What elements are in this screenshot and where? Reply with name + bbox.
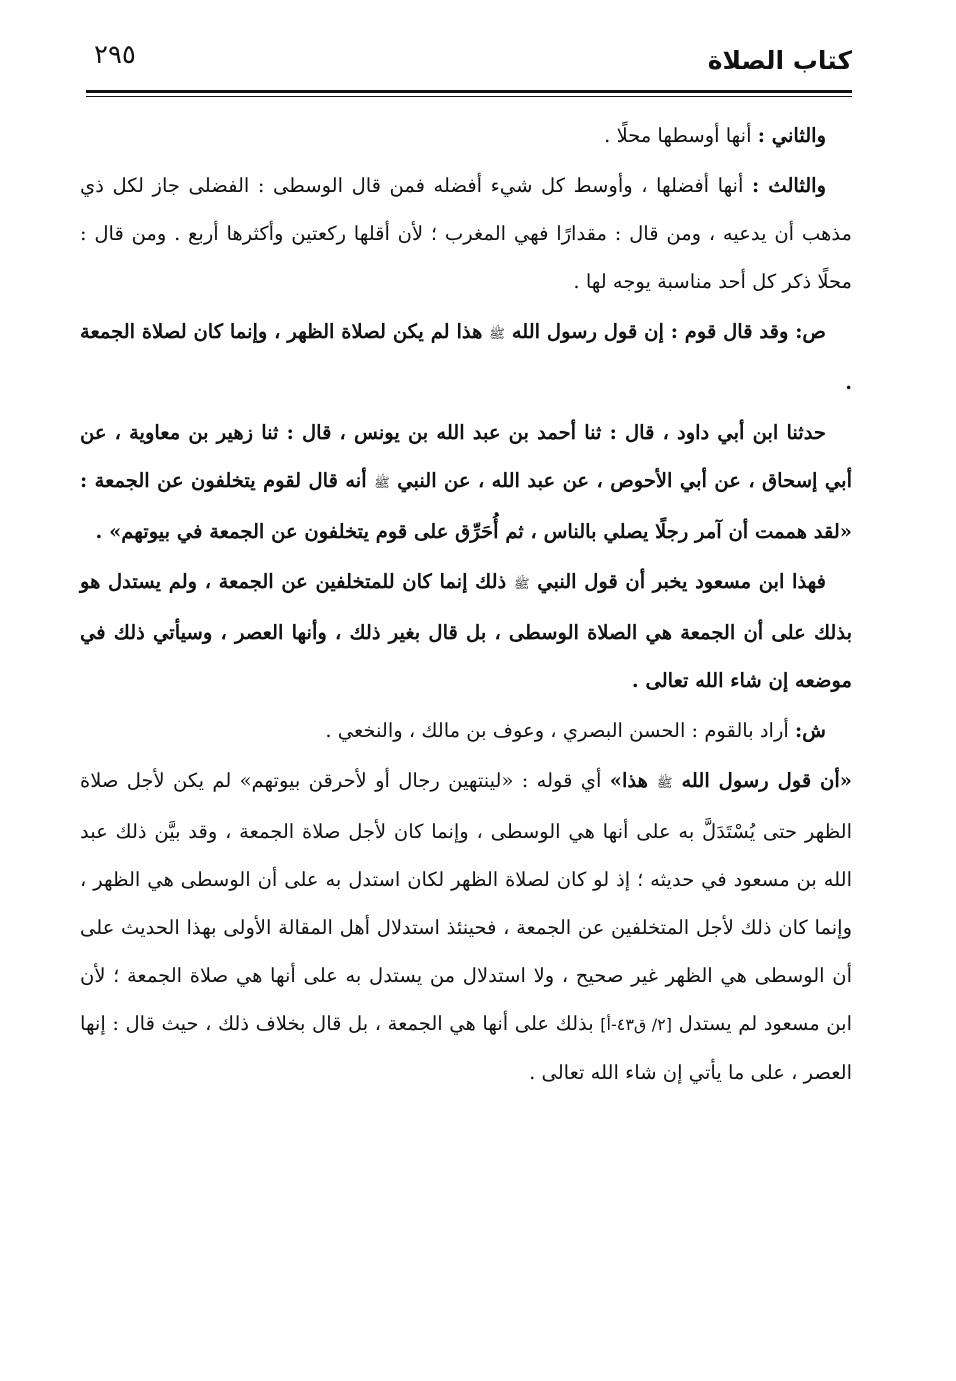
paragraph-text: هذا لم يكن لصلاة الظهر ، وإنما كان لصلاة الجمعة . [80, 320, 852, 394]
salutation-glyph: ﷺ [656, 776, 673, 791]
quoted-phrase: هذا» [609, 769, 657, 792]
paragraph-third-view [80, 162, 852, 306]
paragraph-label: والثاني : [757, 124, 826, 147]
paragraph-text: أي قوله : «لينتهين رجال أو لأحرقن بيوتهم» لم يكن لأجل صلاة الظهر حتى يُسْتَدَلَّ به على أنها هي الوسطى ، وإنما كان لأجل صلاة الجمعة ، وقد بيَّن ذلك عبد الله بن مسعود في حديثه ؛ إذ لو كان لصلاة الظهر لكان استدل به على أن الوسطى هي الظهر ، وإنما كان ذلك لأجل المتخلفين عن الجمعة ، فحينئذ استدلال أهل المقالة الأولى بهذا الحديث على أن الوسطى هي الظهر غير صحيح ، ولا استدلال من يستدل به على أنها هي صلاة الجمعة ؛ لأن ابن مسعود لم يستدل [80, 769, 852, 1035]
paragraph-label: والثالث : [751, 174, 826, 197]
paragraph-sad-text [80, 308, 852, 407]
paragraph-text: أنه قال لقوم يتخلفون عن الجمعة : «لقد هممت أن آمر رجلًا يصلي بالناس ، ثم أُحَرِّق على قوم يتخلفون عن الجمعة في بيوتهم» . [80, 469, 852, 543]
paragraph-commentary [80, 757, 852, 1097]
salutation-glyph: ﷺ [374, 476, 390, 491]
paragraph-label: ص: [795, 320, 826, 343]
header-rule-thick [86, 90, 852, 93]
page-header [88, 36, 852, 88]
paragraph-text: حدثنا ابن أبي داود ، قال : ثنا أحمد بن عبد الله بن يونس ، قال : ثنا زهير بن معاوية ، عن أبي إسحاق ، عن أبي الأحوص ، عن عبد الله ، عن النبي [80, 421, 852, 492]
paragraph-text: بذلك على أنها هي الجمعة ، بل قال بخلاف ذلك ، حيث قال : إنها العصر ، على ما يأتي إن شاء الله تعالى . [80, 1012, 852, 1084]
paragraph-ibn-masud [80, 558, 852, 705]
paragraph-text: أنها أفضلها ، وأوسط كل شيء أفضله فمن قال الوسطى : الفضلى جاز لكل ذي مذهب أن يدعيه ، ومن قال : مقدارًا فهي المغرب ؛ لأن أقلها ركعتين وأكثرها أربع . ومن قال : محلًا ذكر كل أحد مناسبة يوجه لها . [80, 174, 852, 293]
header-rule-thin [86, 96, 852, 97]
page-number: ٢٩٥ [94, 40, 136, 70]
book-title: كتاب الصلاة [707, 46, 852, 75]
paragraph-text: وقد قال قوم : إن قول رسول الله [504, 320, 796, 343]
salutation-glyph: ﷺ [513, 577, 530, 592]
page-body [80, 112, 852, 1099]
paragraph-text: ذلك إنما كان للمتخلفين عن الجمعة ، ولم يستدل هو بذلك على أن الجمعة هي الصلاة الوسطى ، بل قال بغير ذلك ، وأنها العصر ، وسيأتي ذلك في موضعه إن شاء الله تعالى . [80, 570, 852, 692]
paragraph-second-view [80, 112, 852, 160]
salutation-glyph: ﷺ [489, 327, 505, 342]
paragraph-text: أراد بالقوم : الحسن البصري ، وعوف بن مالك ، والنخعي . [325, 719, 795, 742]
paragraph-label: ش: [794, 719, 826, 742]
manuscript-reference: [٢/ ق٤٣-أ] [600, 1015, 673, 1034]
paragraph-sharh [80, 707, 852, 755]
paragraph-text: أنها أوسطها محلًا . [604, 124, 758, 147]
quoted-phrase: «أن قول رسول الله [672, 769, 852, 792]
paragraph-text: فهذا ابن مسعود يخبر أن قول النبي [529, 570, 826, 593]
paragraph-hadith-chain [80, 409, 852, 556]
